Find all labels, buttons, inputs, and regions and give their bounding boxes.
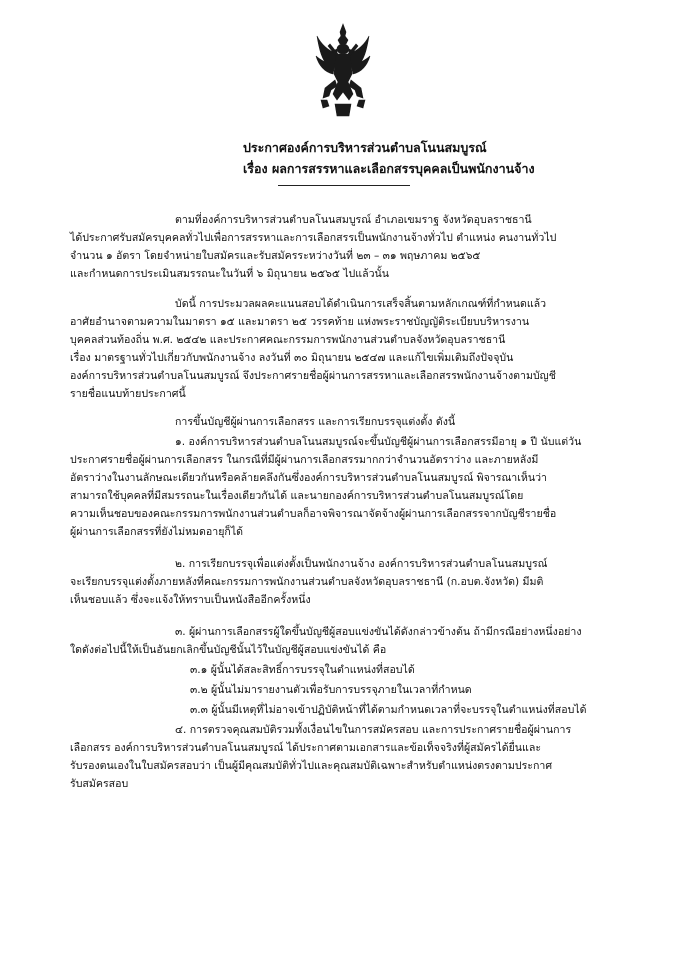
now-line: บุคคลส่วนท้องถิ่น พ.ศ. ๒๕๔๒ และประกาศคณะกรรมการพนักงานส่วนตำบลจังหวัดอุบลราชธานี [70,334,506,346]
title-underline [278,185,410,186]
item-3-line: ใดดังต่อไปนี้ให้เป็นอันยกเลิกขึ้นบัญชีนั้นไว้ในบัญชีผู้สอบแข่งขันได้ คือ [70,644,387,656]
item-2-line: ๒. การเรียกบรรจุเพื่อแต่งตั้งเป็นพนักงานจ้าง องค์การบริหารส่วนตำบลโนนสมบูรณ์ [175,558,548,570]
item-1-line: ความเห็นชอบของคณะกรรมการพนักงานส่วนตำบลก็อาจพิจารณาจัดจ้างผู้ผ่านการเลือกสรรจากบัญชีรายชื่อ [70,508,557,520]
item-4-line: ๔. การตรวจคุณสมบัติรวมทั้งเงื่อนไขในการสมัครสอบ และการประกาศรายชื่อผู้ผ่านการ [175,724,572,736]
item-4-line: รับสมัครสอบ [70,778,129,790]
intro-line: ตามที่องค์การบริหารส่วนตำบลโนนสมบูรณ์ อำเภอเขมราฐ จังหวัดอุบลราชธานี [175,214,532,226]
now-line: อาศัยอำนาจตามความในมาตรา ๑๕ และมาตรา ๒๕ วรรคท้าย แห่งพระราชบัญญัติระเบียบบริหารงาน [70,316,530,328]
item-3-sub: ๓.๑ ผู้นั้นได้สละสิทธิ์การบรรจุในตำแหน่งที่สอบได้ [190,664,415,676]
garuda-emblem-icon [315,22,371,118]
item-1-line: ประกาศรายชื่อผู้ผ่านการเลือกสรร ในกรณีที่มีผู้ผ่านการเลือกสรรมากกว่าจำนวนอัตราว่าง และภายหลังมี [70,454,539,466]
title-line-1: ประกาศองค์การบริหารส่วนตำบลโนนสมบูรณ์ [243,140,487,155]
item-1-line: อัตราว่างในงานลักษณะเดียวกันหรือคล้ายคลึงกันซึ่งองค์การบริหารส่วนตำบลโนนสมบูรณ์ พิจารณาเห็นว่า [70,472,547,484]
item-4-line: เลือกสรร องค์การบริหารส่วนตำบลโนนสมบูรณ์ ได้ประกาศตามเอกสารและข้อเท็จจริงที่ผู้สมัครได้ยื่นและ [70,742,542,754]
title-line-2: เรื่อง ผลการสรรหาและเลือกสรรบุคคลเป็นพนักงานจ้าง [243,161,535,176]
intro-line: จำนวน ๑ อัตรา โดยจำหน่ายใบสมัครและรับสมัครระหว่างวันที่ ๒๓ – ๓๑ พฤษภาคม ๒๕๖๕ [70,250,481,262]
now-line: รายชื่อแนบท้ายประกาศนี้ [70,388,186,400]
item-1-line: ผู้ผ่านการเลือกสรรที่ยังไม่หมดอายุก็ได้ [70,526,244,538]
intro-line: ได้ประกาศรับสมัครบุคคลทั่วไปเพื่อการสรรหาและการเลือกสรรเป็นพนักงานจ้างทั่วไป ตำแหน่ง คนงานทั่วไป [70,232,557,244]
item-3-line: ๓. ผู้ผ่านการเลือกสรรผู้ใดขึ้นบัญชีผู้สอบแข่งขันได้ดังกล่าวข้างต้น ถ้ามีกรณีอย่างหนึ่งอย่าง [175,626,582,638]
item-4-line: รับรองตนเองในใบสมัครสอบว่า เป็นผู้มีคุณสมบัติทั่วไปและคุณสมบัติเฉพาะสำหรับตำแหน่งตรงตามประกาศ [70,760,553,772]
item-1-line: สามารถใช้บุคคลที่มีสมรรถนะในเรื่องเดียวกันได้ และนายกองค์การบริหารส่วนตำบลโนนสมบูรณ์โดย [70,490,524,502]
intro-line: และกำหนดการประเมินสมรรถนะในวันที่ ๖ มิถุนายน ๒๕๖๕ ไปแล้วนั้น [70,268,390,280]
item-1-line: ๑. องค์การบริหารส่วนตำบลโนนสมบูรณ์จะขึ้นบัญชีผู้ผ่านการเลือกสรรมีอายุ ๑ ปี นับแต่วัน [175,436,582,448]
item-3-sub: ๓.๒ ผู้นั้นไม่มารายงานตัวเพื่อรับการบรรจุภายในเวลาที่กำหนด [190,684,472,696]
item-2-line: เห็นชอบแล้ว ซึ่งจะแจ้งให้ทราบเป็นหนังสืออีกครั้งหนึ่ง [70,594,311,606]
item-2-line: จะเรียกบรรจุแต่งตั้งภายหลังที่คณะกรรมการพนักงานส่วนตำบลจังหวัดอุบลราชธานี (ก.อบต.จังหวัด) มีมติ [70,576,544,588]
now-line: บัดนี้ การประมวลผลคะแนนสอบได้ดำเนินการเสร็จสิ้นตามหลักเกณฑ์ที่กำหนดแล้ว [175,298,547,310]
now-line: องค์การบริหารส่วนตำบลโนนสมบูรณ์ จึงประกาศรายชื่อผู้ผ่านการสรรหาและเลือกสรรพนักงานจ้างตามบัญชี [70,370,556,382]
item-3-sub: ๓.๓ ผู้นั้นมีเหตุที่ไม่อาจเข้าปฏิบัติหน้าที่ได้ตามกำหนดเวลาที่จะบรรจุในตำแหน่งที่สอบได้ [190,704,587,716]
list-heading: การขึ้นบัญชีผู้ผ่านการเลือกสรร และการเรียกบรรจุแต่งตั้ง ดังนี้ [175,416,456,428]
now-line: เรื่อง มาตรฐานทั่วไปเกี่ยวกับพนักงานจ้าง ลงวันที่ ๓๐ มิถุนายน ๒๕๔๗ และแก้ไขเพิ่มเติมถึงปัจจุบัน [70,352,514,364]
